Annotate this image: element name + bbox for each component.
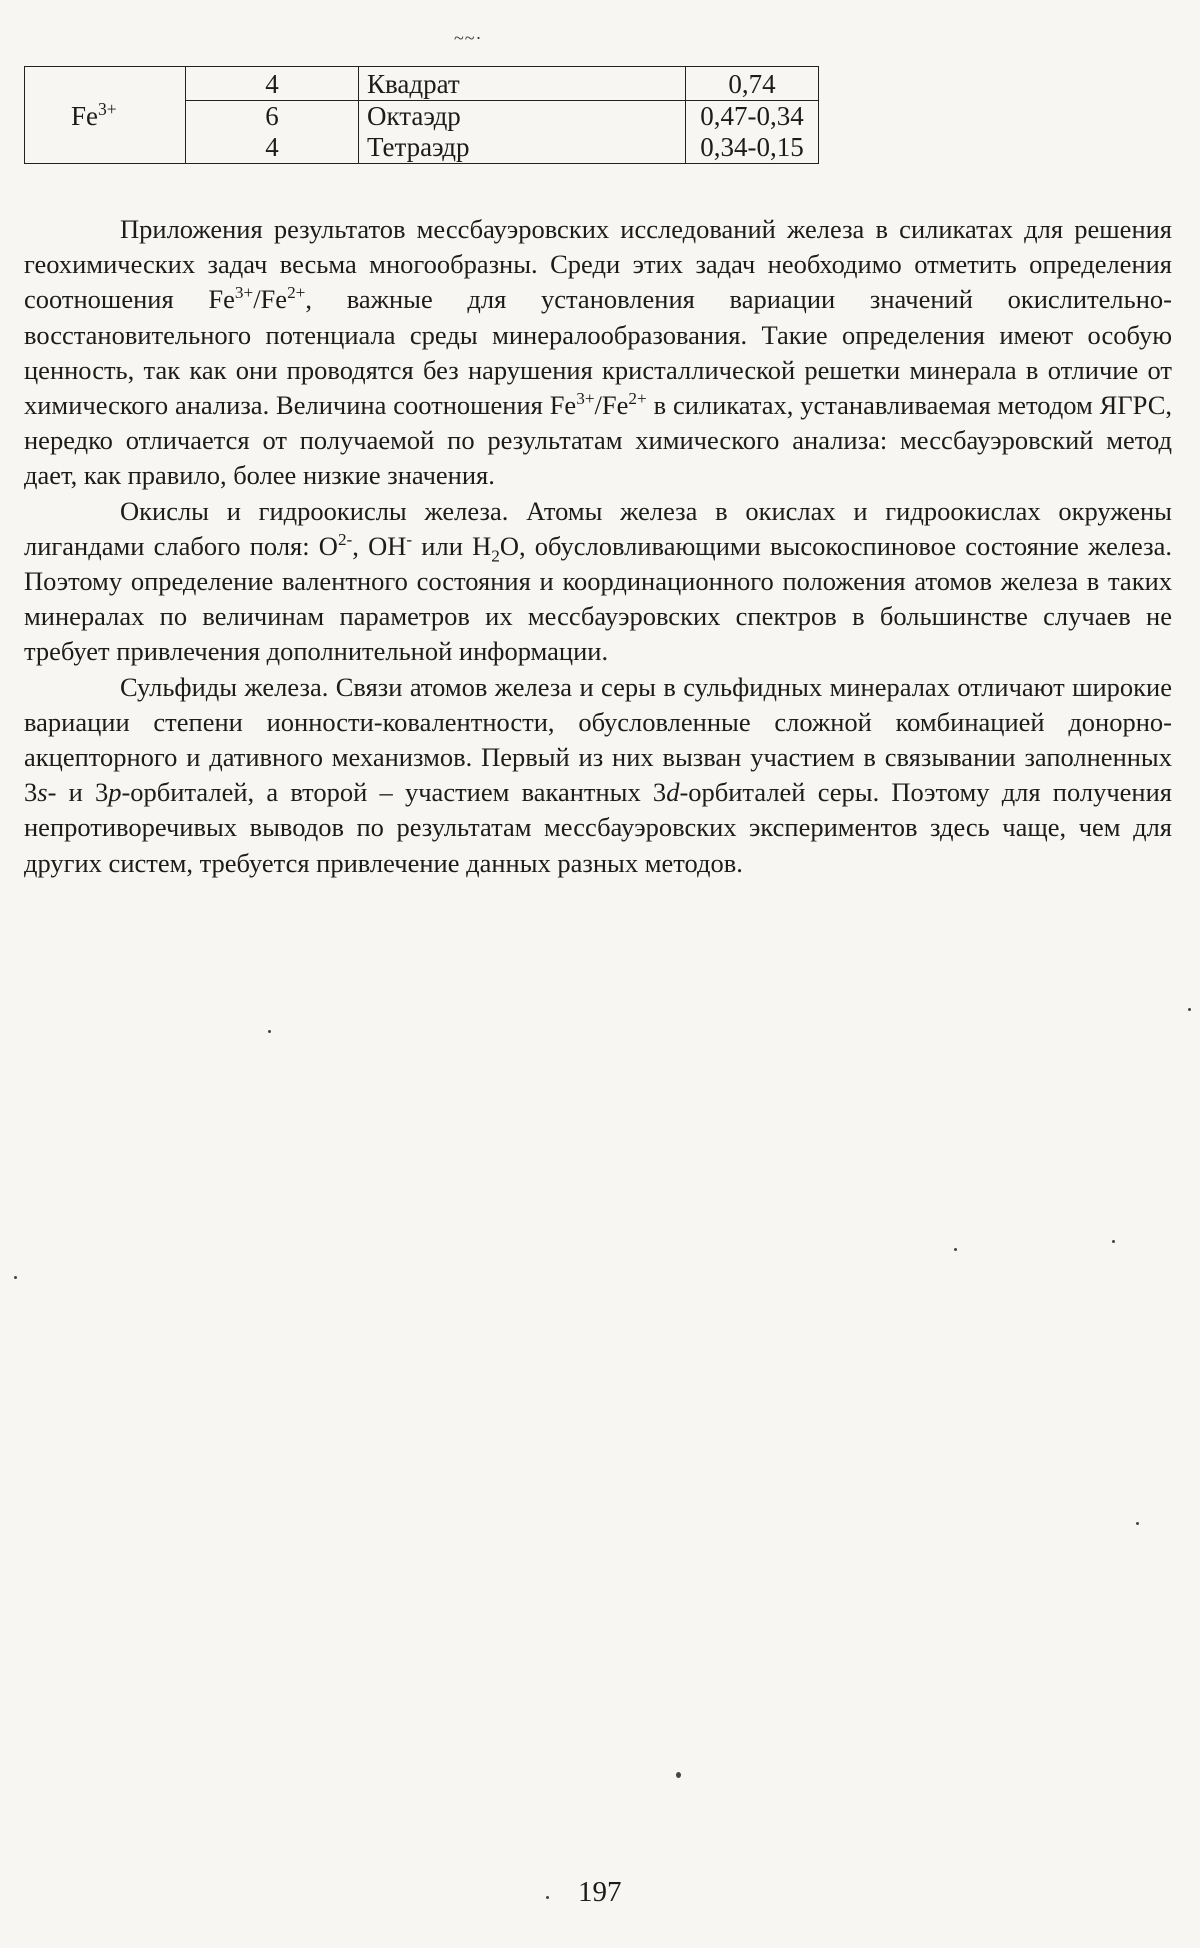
- scan-speck: [1136, 1522, 1139, 1525]
- table-cell-ion-empty: [25, 132, 186, 164]
- coordination-table: [24, 66, 819, 164]
- table-cell-ion: [25, 98, 186, 133]
- table-cell-value: 0,74: [686, 67, 819, 101]
- table-cell-cn: 4: [186, 67, 359, 101]
- table-cell-ion-empty: [25, 67, 186, 101]
- table-row: [25, 132, 819, 164]
- table-cell-cn: 6: [186, 101, 359, 133]
- paragraph-silicates: Приложения результатов мессбауэровских исследований железа в силикатах для решения геохимических задач весьма многообразны. Среди этих задач необходимо отметить определения соотношения $Fe^{3+}/Fe^{2+}$, важные для установления вариации значений окислительно-восстановительного потенциала среды минералообразования. Такие определения имеют особую ценность, так как они проводятся без нарушения кристаллической решетки минерала в отличие от химического анализа. Величина соотношения $Fe^{3+}/Fe^{2+}$ в силикатах, устанавливаемая методом ЯГРС, нередко отличается от получаемой по результатам химического анализа: мессбауэровский метод дает, как правило, более низкие значения.: [24, 214, 1172, 491]
- table-cell-geometry: Тетраэдр: [359, 132, 686, 164]
- scan-speck: [954, 1248, 957, 1251]
- table-cell-value: 0,34-0,15: [686, 132, 819, 164]
- table-row: [25, 101, 819, 133]
- table-cell-geometry: Октаэдр: [359, 101, 686, 133]
- table-cell-geometry: Квадрат: [359, 67, 686, 101]
- table-row: [25, 67, 819, 101]
- scan-speck: [1188, 1008, 1191, 1011]
- scan-speck: [14, 1276, 17, 1279]
- paragraph-oxides: Окислы и гидроокислы железа. Атомы железа в окислах и гидроокислах окружены лигандами слабого поля: $O^{2-}$, OH- или $H_2O$, обусловливающими высокоспиновое состояние железа. Поэтому определение валентного состояния и координационного положения атомов железа в таких минералах по величинам параметров их мессбауэровских спектров в большинстве случаев не требует привлечения дополнительной информации.: [24, 495, 1172, 667]
- scan-speck: [546, 1896, 549, 1899]
- scan-mark: ~~·: [454, 28, 483, 48]
- scan-speck: [1112, 1240, 1115, 1243]
- table-cell-value: 0,47-0,34: [686, 101, 819, 133]
- scan-speck: [676, 1772, 681, 1778]
- paragraph-sulfides: Сульфиды железа. Связи атомов железа и серы в сульфидных минералах отличают широкие вариации степени ионности-ковалентности, обусловленные сложной комбинацией донорно-акцепторного и дативного механизмов. Первый из них вызван участием в связывании заполненных 3s- и 3p-орбиталей, а второй – участием вакантных 3d-орбиталей серы. Поэтому для получения непротиворечивых выводов по результатам мессбауэровских экспериментов здесь чаще, чем для других систем, требуется привлечение данных разных методов.: [24, 671, 1172, 878]
- body-text: [24, 212, 1172, 881]
- ion-label: $Fe^{3+}$: [71, 98, 117, 131]
- table-cell-cn: 4: [186, 132, 359, 164]
- scan-speck: [268, 1030, 271, 1033]
- page-number: 197: [578, 1876, 622, 1908]
